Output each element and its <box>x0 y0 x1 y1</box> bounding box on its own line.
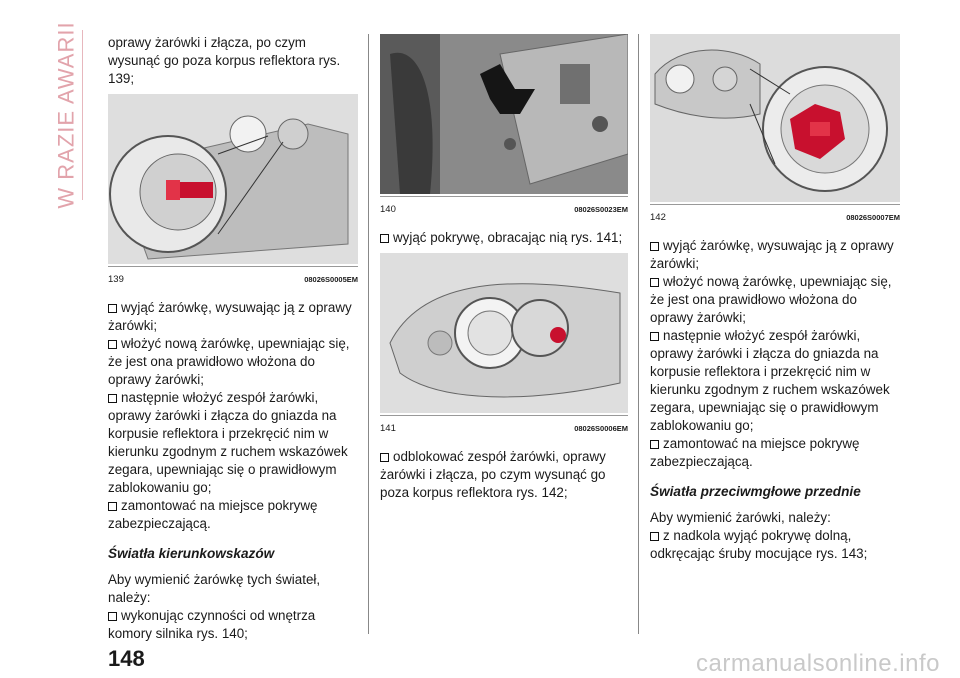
figure-code: 08026S0007EM <box>846 213 900 222</box>
step-item: następnie włożyć zespół żarówki, oprawy żarówki i złącza do gniazda na korpusie reflektora i przekręcić nim w kierunku zgodnym z ruchem wskazówek zegara, upewniając się o prawidłowym zablokowaniu go; <box>108 390 348 495</box>
figure-139-image <box>108 94 358 264</box>
figure-140-caption <box>380 196 628 219</box>
figure-140 <box>380 34 628 219</box>
column-2 <box>380 34 628 502</box>
column-3 <box>650 34 900 563</box>
checkbox-icon <box>650 440 659 449</box>
step-item: wyjąć żarówkę, wysuwając ją z oprawy żarówki; <box>650 238 894 271</box>
step-item: zamontować na miejsce pokrywę zabezpieczającą. <box>650 436 860 469</box>
figure-141-caption <box>380 415 628 438</box>
figure-code: 08026S0023EM <box>574 205 628 214</box>
page-number: 148 <box>108 646 145 671</box>
column-1 <box>108 34 358 643</box>
figure-142 <box>650 34 900 227</box>
intro-paragraph: oprawy żarówki i złącza, po czym wysunąć go poza korpus reflektora rys. 139; <box>108 35 341 86</box>
checkbox-icon <box>650 532 659 541</box>
column-divider <box>368 34 369 634</box>
figure-code: 08026S0006EM <box>574 424 628 433</box>
checkbox-icon <box>380 234 389 243</box>
step-item: wyjąć żarówkę, wysuwając ją z oprawy żarówki; <box>108 300 352 333</box>
figure-140-image <box>380 34 628 194</box>
figure-number: 140 <box>380 204 396 215</box>
checkbox-icon <box>108 340 117 349</box>
checkbox-icon <box>108 612 117 621</box>
figure-number: 141 <box>380 423 396 434</box>
checkbox-icon <box>380 453 389 462</box>
checkbox-icon <box>108 304 117 313</box>
checkbox-icon <box>650 278 659 287</box>
figure-141-image <box>380 253 628 413</box>
step-item: następnie włożyć zespół żarówki, oprawy żarówki i złącza do gniazda na korpusie reflektora i przekręcić nim w kierunku zgodnym z ruchem wskazówek zegara, upewniając się o prawidłowym zablokowaniu go; <box>650 328 890 433</box>
figure-code: 08026S0005EM <box>304 275 358 284</box>
step-item: odblokować zespół żarówki, oprawy żarówki i złącza, po czym wysunąć go poza korpus reflektora rys. 142; <box>380 449 606 500</box>
figure-141 <box>380 253 628 438</box>
step-item: wyjąć pokrywę, obracając nią rys. 141; <box>380 229 628 247</box>
step-item: włożyć nową żarówkę, upewniając się, że jest ona prawidłowo włożona do oprawy żarówki; <box>650 274 892 325</box>
checkbox-icon <box>108 394 117 403</box>
step-item: zamontować na miejsce pokrywę zabezpieczającą. <box>108 498 318 531</box>
column-divider <box>638 34 639 634</box>
section-heading: Światła kierunkowskazów <box>108 546 275 561</box>
step-item: włożyć nową żarówkę, upewniając się, że jest ona prawidłowo włożona do oprawy żarówki; <box>108 336 350 387</box>
step-item: z nadkola wyjąć pokrywę dolną, odkręcając śruby mocujące rys. 143; <box>650 528 868 561</box>
step-item: wykonując czynności od wnętrza komory silnika rys. 140; <box>108 608 316 641</box>
section-heading: Światła przeciwmgłowe przednie <box>650 484 861 499</box>
figure-139-caption <box>108 266 358 289</box>
figure-142-image <box>650 34 900 202</box>
body-paragraph: Aby wymienić żarówki, należy: <box>650 510 831 525</box>
figure-number: 139 <box>108 274 124 285</box>
sidebar-divider <box>82 30 83 200</box>
section-sidebar-title <box>52 21 82 209</box>
checkbox-icon <box>108 502 117 511</box>
figure-139 <box>108 94 358 289</box>
figure-142-caption <box>650 204 900 227</box>
checkbox-icon <box>650 332 659 341</box>
figure-number: 142 <box>650 212 666 223</box>
watermark: carmanualsonline.info <box>696 650 940 677</box>
checkbox-icon <box>650 242 659 251</box>
section-title-text: W RAZIE AWARII <box>54 21 79 209</box>
body-paragraph: Aby wymienić żarówkę tych świateł, należy: <box>108 572 321 605</box>
